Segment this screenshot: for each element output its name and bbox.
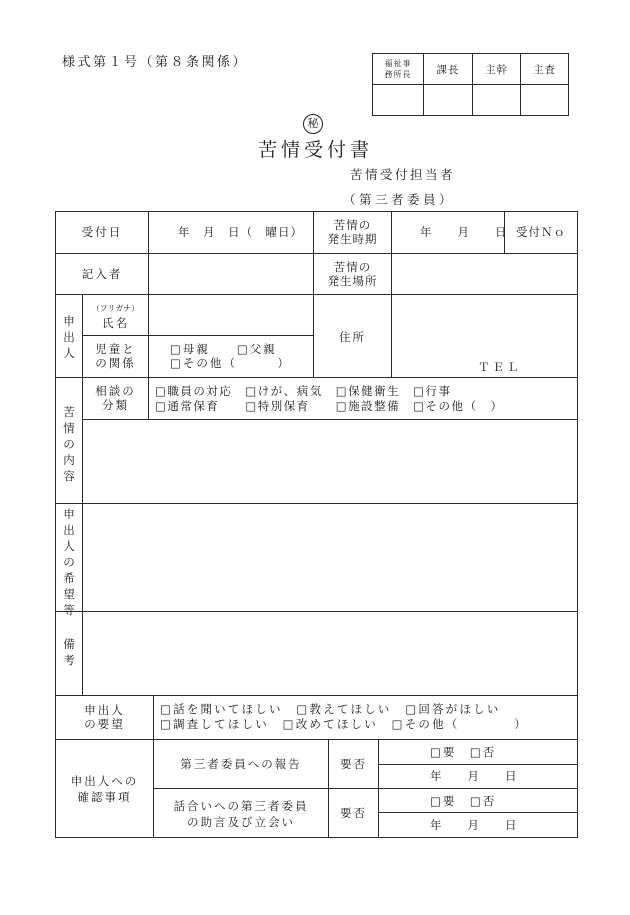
name-label: 氏名: [102, 316, 129, 330]
relation-label: 児童と の関係: [95, 342, 136, 370]
confirm-label: 申出人への 確認事項: [70, 774, 139, 804]
staff-label: 苦情受付担当者: [350, 167, 456, 182]
confirm-date-1[interactable]: 年 月 日: [430, 769, 518, 783]
remarks-label: 備 考: [63, 637, 75, 667]
request-label: 申出人 の要望: [84, 703, 125, 731]
confidential-stamp: 秘: [303, 114, 323, 134]
approval-header-chief-officer: 主幹: [485, 64, 508, 76]
complaint-content-area[interactable]: [83, 420, 577, 503]
category-label: 相談の 分類: [95, 384, 136, 412]
received-date-label: 受付日: [81, 225, 123, 239]
writer-label: 記入者: [81, 267, 123, 281]
tel-label: ＴＥＬ: [478, 360, 522, 374]
approval-header-section-chief: 課長: [436, 64, 460, 76]
request-options-row2[interactable]: □調査してほしい □改めてほしい □その他（ ）: [160, 717, 528, 731]
applicant-wishes-label: 申 出 人 の 希 望 等: [63, 507, 75, 617]
receipt-number-label: 受付Ｎｏ: [516, 225, 566, 239]
category-options-row1[interactable]: □職員の対応 □けが、病気 □保健衛生 □行事: [155, 384, 452, 398]
applicant-wishes-area[interactable]: [83, 504, 577, 611]
page-title: 苦情受付書: [258, 139, 374, 161]
confirm-date-2[interactable]: 年 月 日: [430, 818, 518, 832]
remarks-area[interactable]: [83, 612, 577, 695]
relation-options-parent[interactable]: □母親 □父親: [170, 342, 277, 356]
approval-header-inspector: 主査: [533, 64, 556, 76]
yesno-options-2[interactable]: □要 □否: [430, 794, 497, 808]
yesno-options-1[interactable]: □要 □否: [430, 745, 497, 759]
yesno-label-2: 要否: [340, 806, 367, 820]
occurrence-place-label: 苦情の 発生場所: [327, 260, 378, 288]
yesno-label-1: 要否: [340, 757, 367, 771]
relation-options-other[interactable]: □その他（ ）: [170, 356, 291, 370]
received-date-value[interactable]: 年 月 日（ 曜日）: [178, 225, 303, 239]
category-options-row2[interactable]: □通常保育 □特別保育 □施設整備 □その他（ ）: [155, 399, 504, 413]
address-label: 住所: [339, 330, 366, 344]
confirm-item-report: 第三者委員への報告: [180, 757, 302, 771]
occurrence-time-label: 苦情の 発生時期: [327, 218, 378, 246]
approval-header-director: 福祉事 務所長: [384, 59, 412, 79]
occurrence-time-value[interactable]: 年 月 日: [420, 225, 508, 239]
confirm-item-meeting: 話合いへの第三者委員 の助言及び立会い: [173, 799, 309, 829]
complaint-content-label: 苦 情 の 内 容: [63, 405, 75, 483]
staff-sublabel: （第三者委員）: [343, 192, 456, 207]
form-number: 様式第１号（第８条関係）: [62, 55, 249, 70]
furigana-label: （フリガナ）: [91, 304, 140, 313]
request-options-row1[interactable]: □話を聞いてほしい □教えてほしい □回答がほしい: [160, 702, 501, 716]
applicant-label: 申 出 人: [63, 314, 75, 360]
